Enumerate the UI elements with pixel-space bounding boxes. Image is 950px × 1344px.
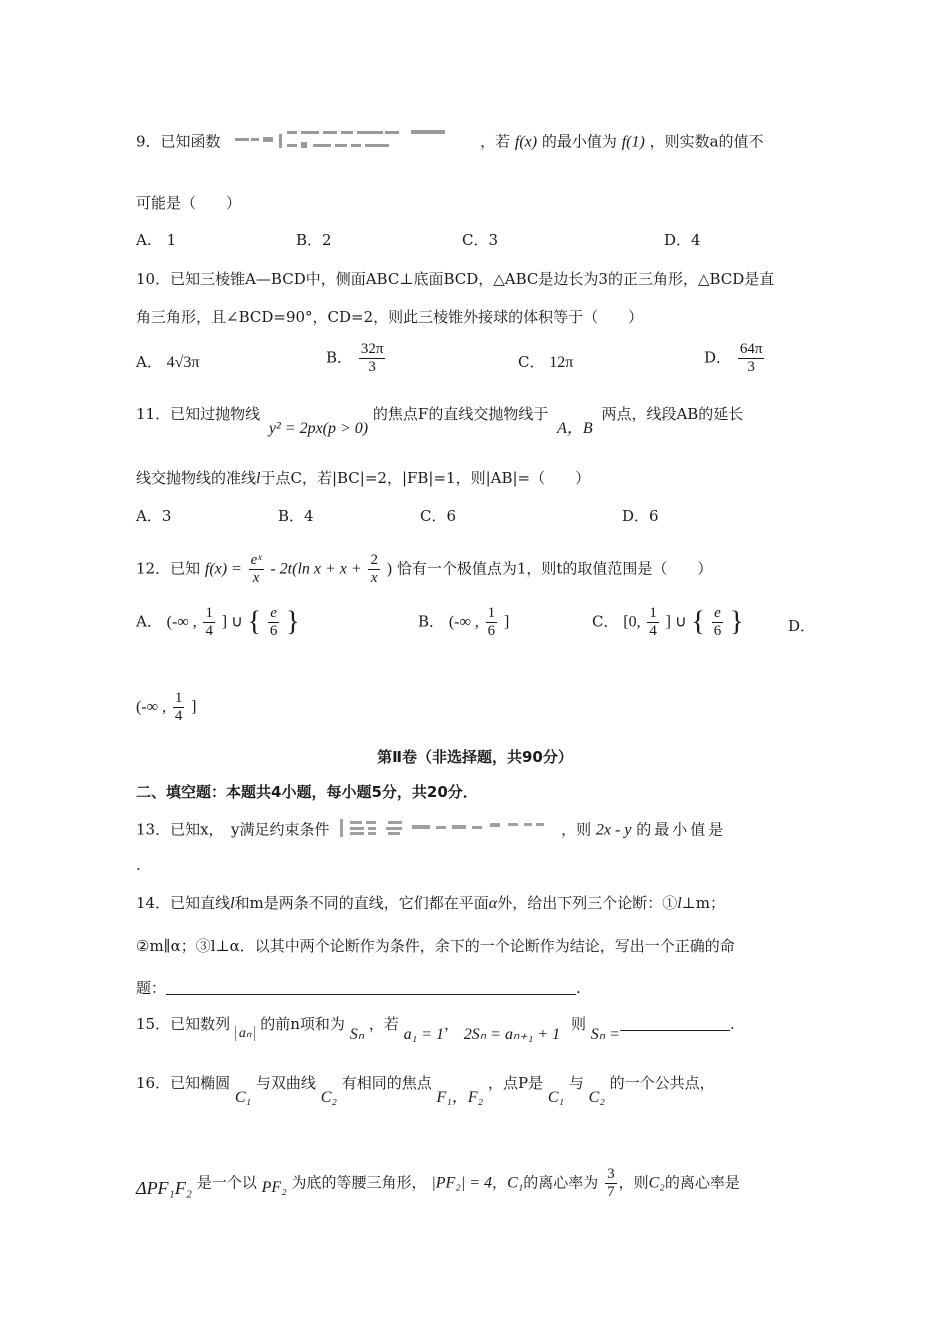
q15-text-c: ，若 (368, 1015, 399, 1033)
q15-a1: a₁ = 1 (403, 1026, 444, 1043)
q11-l: l (256, 470, 261, 487)
q12-option-a-post: ] ∪ (221, 613, 243, 631)
q16-triangle: ΔPF₁F₂ (136, 1177, 193, 1198)
q9-f1: f(1) (621, 133, 645, 151)
q12-a-e: e (268, 605, 280, 623)
q12-c-one: 1 (649, 605, 657, 621)
q11-option-c: C．6 (420, 507, 457, 525)
q10-option-d-fraction (738, 341, 765, 376)
q12-close: ) (386, 560, 393, 578)
q16-three: 3 (607, 1166, 615, 1182)
q12-option-b (418, 605, 509, 640)
q14-l: l (230, 895, 235, 912)
q15-sn: Sₙ (349, 1026, 365, 1043)
q12-option-d-label: D． (788, 617, 816, 635)
q12-option-a (136, 605, 300, 640)
q12-option-d-pre: (-∞ , (136, 698, 167, 716)
q9-piecewise-image (235, 126, 475, 159)
q16-line1 (136, 1073, 715, 1106)
q12-ex: eˣ (250, 552, 262, 568)
q9-line1 (136, 126, 764, 159)
q12-option-d (136, 690, 196, 725)
q15-line1 (136, 1014, 735, 1043)
q12-option-c-label: C． (592, 612, 619, 631)
q16-text-a: 16．已知椭圆 (136, 1074, 231, 1092)
q12-two: 2 (370, 552, 378, 568)
q9-option-b: B．2 (296, 231, 332, 249)
q16-text-e: 与 (568, 1074, 584, 1092)
q12-c-six: 6 (713, 623, 722, 639)
q11-points-ab: A，B (557, 420, 593, 437)
q10-option-c-math: 12π (549, 354, 574, 371)
q10-option-a (136, 352, 199, 373)
q12-fraction-ex (249, 552, 264, 587)
q16-f1f2: F₁，F₂ (436, 1089, 484, 1106)
q12-option-c (592, 605, 743, 640)
q12-option-c-brace-right: } (730, 606, 744, 638)
q12-b-six: 6 (487, 623, 496, 639)
q15-an: aₙ (235, 1026, 256, 1041)
q10-option-b-den: 3 (368, 359, 376, 375)
q12-mid: - 2t(ln x + x + (270, 560, 362, 578)
q10-option-d-num: 64π (739, 341, 763, 357)
q13-constraints-image (340, 817, 550, 844)
q11-option-b: B．4 (278, 507, 314, 525)
q14-alpha: α (488, 895, 498, 912)
q16-fraction (605, 1166, 617, 1201)
section-title: 第Ⅱ卷（非选择题，共90分） (377, 748, 573, 766)
q9-text-d: ，则实数a的值不 (649, 132, 764, 151)
q12-option-a-set (268, 605, 280, 640)
q12-option-a-brace-left: { (247, 606, 262, 638)
q12-d-four: 4 (174, 708, 183, 724)
q15-text-a: 15．已知数列 (136, 1015, 231, 1033)
q16-c1: C₁ (234, 1089, 252, 1106)
q12-a-one: 1 (205, 605, 213, 621)
q11-text-a: 11．已知过抛物线 (136, 405, 261, 423)
q12-d-one: 1 (174, 690, 183, 706)
q12-option-c-pre: [0, (623, 613, 641, 631)
q12-b-one: 1 (487, 605, 496, 621)
q12-option-d-fraction (173, 690, 185, 725)
q14-l2: l (677, 895, 682, 912)
q15-ze: 则 (570, 1015, 586, 1033)
q14-text-e: 题： (136, 979, 167, 997)
q10-option-c-label: C． (518, 353, 545, 371)
q13-expr: 2x - y (595, 821, 632, 839)
q10-option-d (704, 341, 766, 376)
q10-option-b-fraction (359, 341, 386, 376)
q12-option-a-label: A． (136, 612, 162, 631)
q12-x2: x (370, 570, 378, 586)
q11-text-b: 的焦点F的直线交抛物线于 (372, 405, 549, 423)
q12-suffix: 恰有一个极值点为1，则t的取值范围是（ ） (396, 559, 713, 578)
q12-prefix: 12．已知 (136, 559, 201, 578)
q12-option-b-pre: (-∞ , (448, 613, 479, 631)
q12-c-e: e (712, 605, 724, 623)
q14-text-a: 14．已知直线 (136, 894, 231, 912)
q16-text-f: 的一个公共点， (609, 1074, 715, 1092)
q12-x: x (252, 570, 260, 586)
q12-fraction-2x (368, 552, 380, 587)
q10-option-b-num: 32π (360, 341, 384, 357)
q16-text-h: 为底的等腰三角形， (291, 1173, 427, 1192)
q16-text-k: ，则 (618, 1173, 649, 1192)
q10-line2: 角三角形，且∠BCD=90°，CD=2，则此三棱锥外接球的体积等于（ ） (136, 308, 644, 326)
q11-line1 (136, 404, 744, 437)
q9-option-c: C．3 (462, 231, 499, 249)
q16-text-b: 与双曲线 (255, 1074, 316, 1092)
q14-text-d: ⊥m； (681, 894, 725, 912)
q12-option-a-fraction (203, 605, 215, 640)
q16-text-l: 的离心率是 (664, 1173, 740, 1192)
q12-option-c-set (712, 605, 724, 640)
q12-option-b-post: ] (503, 613, 510, 631)
q12-c-four: 4 (649, 623, 657, 639)
q9-fx: f(x) (514, 133, 538, 151)
q9-text-a: 9．已知函数 (136, 132, 221, 151)
q16-text-j: 的离心率为 (523, 1173, 599, 1192)
q9-text-c: 的最小值为 (541, 132, 617, 151)
q12-option-a-pre: (-∞ , (166, 613, 197, 631)
q16-text-c: 有相同的焦点 (341, 1074, 432, 1092)
q10-option-d-den: 3 (747, 359, 755, 375)
q16-c2c: C₂ (648, 1174, 665, 1192)
q15-text-b: 的前n项和为 (260, 1015, 345, 1033)
q13-line1 (136, 817, 726, 844)
section-heading: 二、填空题：本题共4小题，每小题5分，共20分． (136, 783, 478, 801)
q14-text-f: . (576, 979, 581, 997)
q9-option-d: D．4 (664, 231, 701, 249)
q9-line2: 可能是（ ） (136, 194, 242, 212)
q15-answer-blank[interactable] (620, 1014, 730, 1031)
q12-option-d-post: ] (191, 698, 197, 716)
q12-option-c-post: ] ∪ (665, 613, 687, 631)
q15-recurrence: 2Sₙ = aₙ₊₁ + 1 (463, 1026, 561, 1043)
q10-option-b (326, 341, 387, 376)
q16-text-i: ， (492, 1173, 508, 1192)
q13-text-b: ，则 (561, 820, 592, 839)
q12-a-four: 4 (205, 623, 213, 639)
q11-text-d: 线交抛物线的准线 (136, 469, 257, 487)
q15-sn2: Sₙ = (590, 1026, 620, 1043)
q16-c2: C₂ (320, 1089, 337, 1106)
q10-line1: 10．已知三棱锥A—BCD中，侧面ABC⊥底面BCD，△ABC是边长为3的正三角形，△BCD是直 (136, 270, 775, 288)
q14-text-b: 和m是两条不同的直线，它们都在平面 (234, 894, 489, 912)
q16-c1c: C₁ (507, 1174, 524, 1192)
q12-f-lhs: f(x) = (204, 560, 242, 578)
q10-option-a-math: 4√3π (166, 354, 200, 371)
q12-line1 (136, 552, 712, 587)
q12-a-six: 6 (269, 623, 278, 639)
q12-option-a-brace-right: } (286, 606, 300, 638)
q12-option-b-label: B． (418, 612, 445, 631)
q14-text-c: 外，给出下列三个论断：① (497, 894, 678, 912)
q10-option-b-label: B． (326, 348, 353, 367)
q9-text-b: ，若 (480, 132, 511, 151)
q11-line2 (136, 468, 590, 489)
q16-c2b: C₂ (588, 1089, 605, 1106)
q11-text-e: 于点C，若|BC|=2，|FB|=1，则|AB|=（ ） (260, 469, 591, 487)
q12-option-c-brace-left: { (691, 606, 705, 638)
q13-text-a: 13．已知x， y满足约束条件 (136, 820, 330, 839)
q13-text-c: 的最小值是 (636, 820, 727, 839)
q16-line2 (136, 1166, 740, 1201)
q12-option-c-fraction (647, 605, 659, 640)
q11-option-a: A．3 (136, 507, 172, 525)
q16-seven: 7 (607, 1184, 615, 1200)
q15-end: . (729, 1015, 735, 1033)
q14-line1 (136, 893, 725, 914)
q16-c1b: C₁ (547, 1089, 565, 1106)
q13-line2: . (136, 856, 141, 874)
q9-option-a: A. 1 (136, 231, 177, 249)
q10-option-d-label: D． (704, 348, 732, 367)
q16-pf2: PF₂ (261, 1178, 287, 1196)
q15-comma: ， (444, 1015, 460, 1033)
q16-text-d: ，点P是 (487, 1074, 544, 1092)
q16-text-g: 是一个以 (196, 1173, 257, 1192)
q10-option-c (518, 352, 573, 373)
q11-equation: y² = 2px(p > 0) (268, 420, 369, 437)
q10-option-a-label: A． (136, 353, 162, 371)
q11-text-c: 两点，线段AB的延长 (601, 405, 744, 423)
q14-answer-blank[interactable] (166, 978, 576, 995)
q12-option-b-fraction (486, 605, 498, 640)
q11-option-d: D．6 (622, 507, 659, 525)
q14-line3 (136, 978, 581, 998)
q16-pf2-abs: |PF₂| = 4 (431, 1174, 493, 1192)
q14-line2: ②m∥α；③l⊥α．以其中两个论断作为条件，余下的一个论断作为结论，写出一个正确的命 (136, 937, 735, 955)
